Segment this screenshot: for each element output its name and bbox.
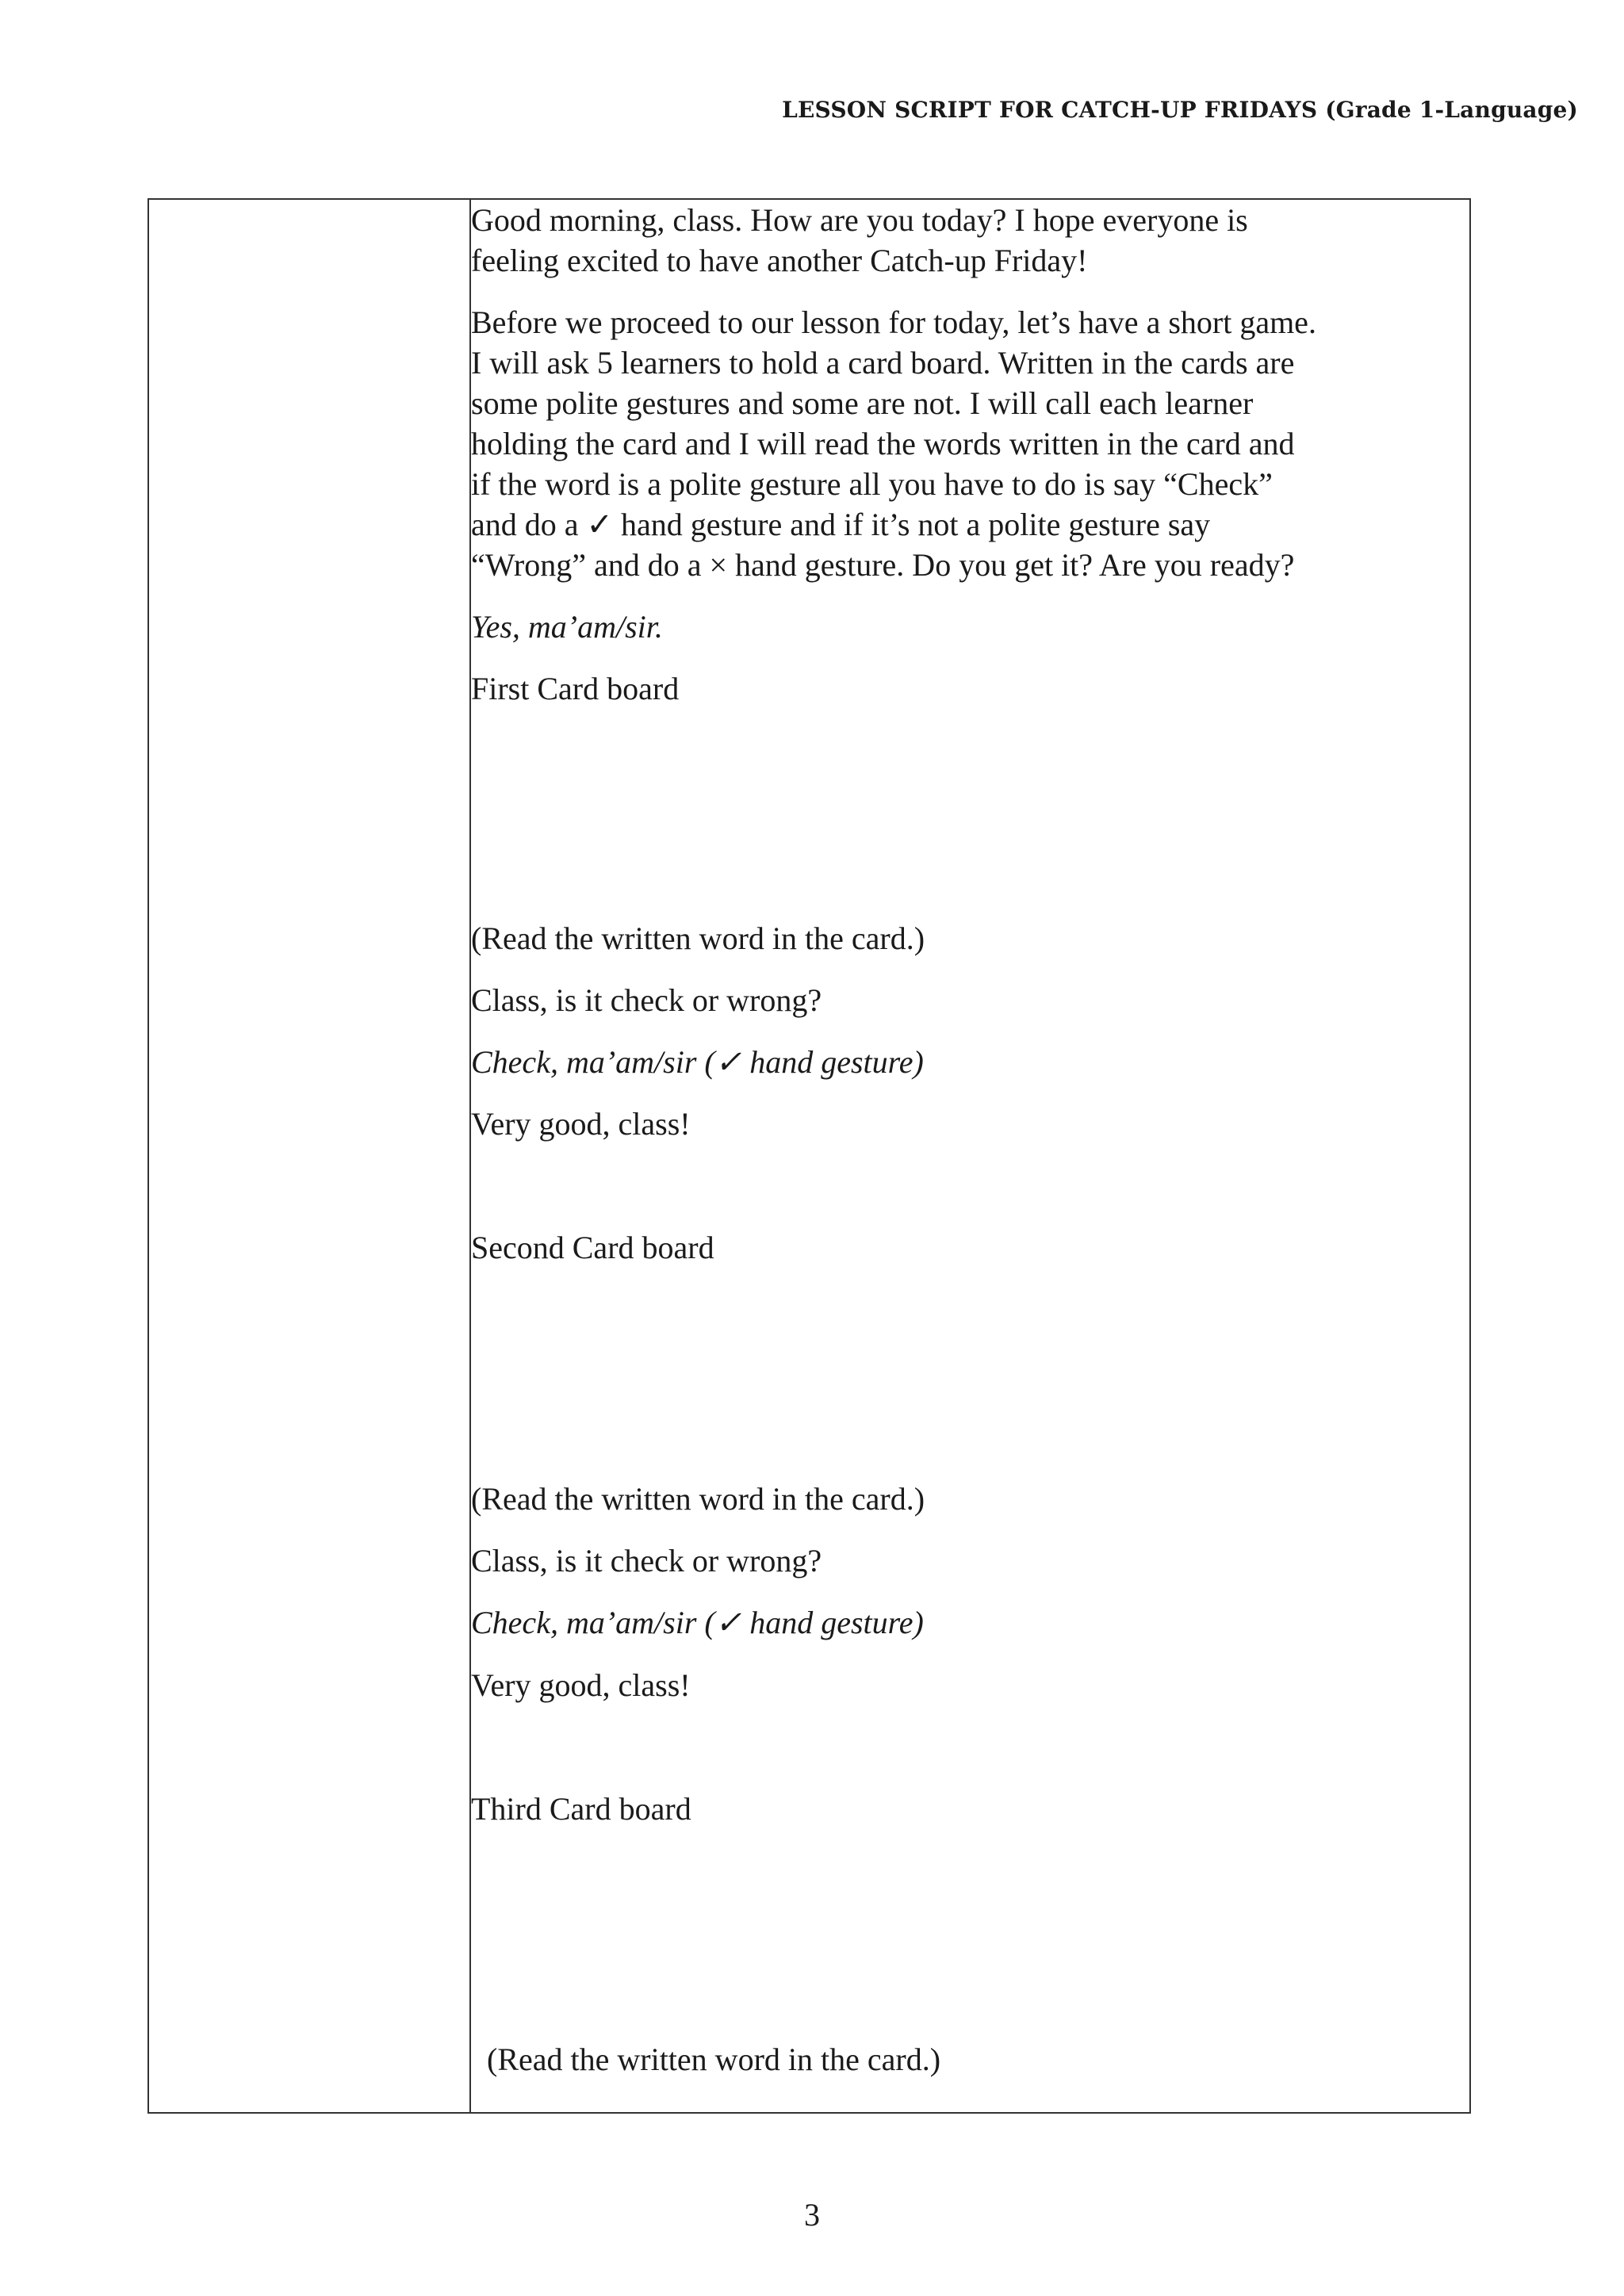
card1-response: Check, ma’am/sir (✓ hand gesture) bbox=[471, 1044, 924, 1080]
reply-ready: Yes, ma’am/sir. bbox=[471, 609, 663, 645]
instruction-line-6: and do a ✓ hand gesture and if it’s not a polite gesture say bbox=[471, 507, 1211, 542]
card1-praise: Very good, class! bbox=[471, 1106, 691, 1142]
card2-praise: Very good, class! bbox=[471, 1667, 691, 1703]
card2-read-instruction: (Read the written word in the card.) bbox=[471, 1481, 925, 1517]
page-number: 3 bbox=[804, 2197, 820, 2233]
table-left-column bbox=[149, 200, 471, 2112]
greeting-line-2: feeling excited to have another Catch-up Friday! bbox=[471, 243, 1088, 278]
instruction-line-1: Before we proceed to our lesson for today, let’s have a short game. bbox=[471, 304, 1316, 340]
card2-label: Second Card board bbox=[471, 1230, 714, 1265]
table-right-column bbox=[471, 200, 1469, 2112]
card3-label: Third Card board bbox=[471, 1791, 691, 1827]
instruction-line-4: holding the card and I will read the words written in the card and bbox=[471, 426, 1295, 461]
instruction-line-2: I will ask 5 learners to hold a card board. Written in the cards are bbox=[471, 345, 1295, 381]
greeting-line-1: Good morning, class. How are you today? I hope everyone is bbox=[471, 202, 1248, 238]
instruction-line-7: “Wrong” and do a × hand gesture. Do you get it? Are you ready? bbox=[471, 547, 1295, 583]
card3-read-instruction: (Read the written word in the card.) bbox=[471, 2042, 941, 2077]
document-header: LESSON SCRIPT FOR CATCH-UP FRIDAYS (Grade 1-Language) bbox=[782, 97, 1578, 123]
instruction-line-3: some polite gestures and some are not. I will call each learner bbox=[471, 385, 1254, 421]
card1-read-instruction: (Read the written word in the card.) bbox=[471, 920, 925, 956]
card2-response: Check, ma’am/sir (✓ hand gesture) bbox=[471, 1605, 924, 1640]
card2-question: Class, is it check or wrong? bbox=[471, 1543, 822, 1578]
card1-question: Class, is it check or wrong? bbox=[471, 982, 822, 1018]
instruction-line-5: if the word is a polite gesture all you have to do is say “Check” bbox=[471, 466, 1273, 502]
card1-label: First Card board bbox=[471, 671, 680, 706]
lesson-table bbox=[147, 198, 1471, 2114]
